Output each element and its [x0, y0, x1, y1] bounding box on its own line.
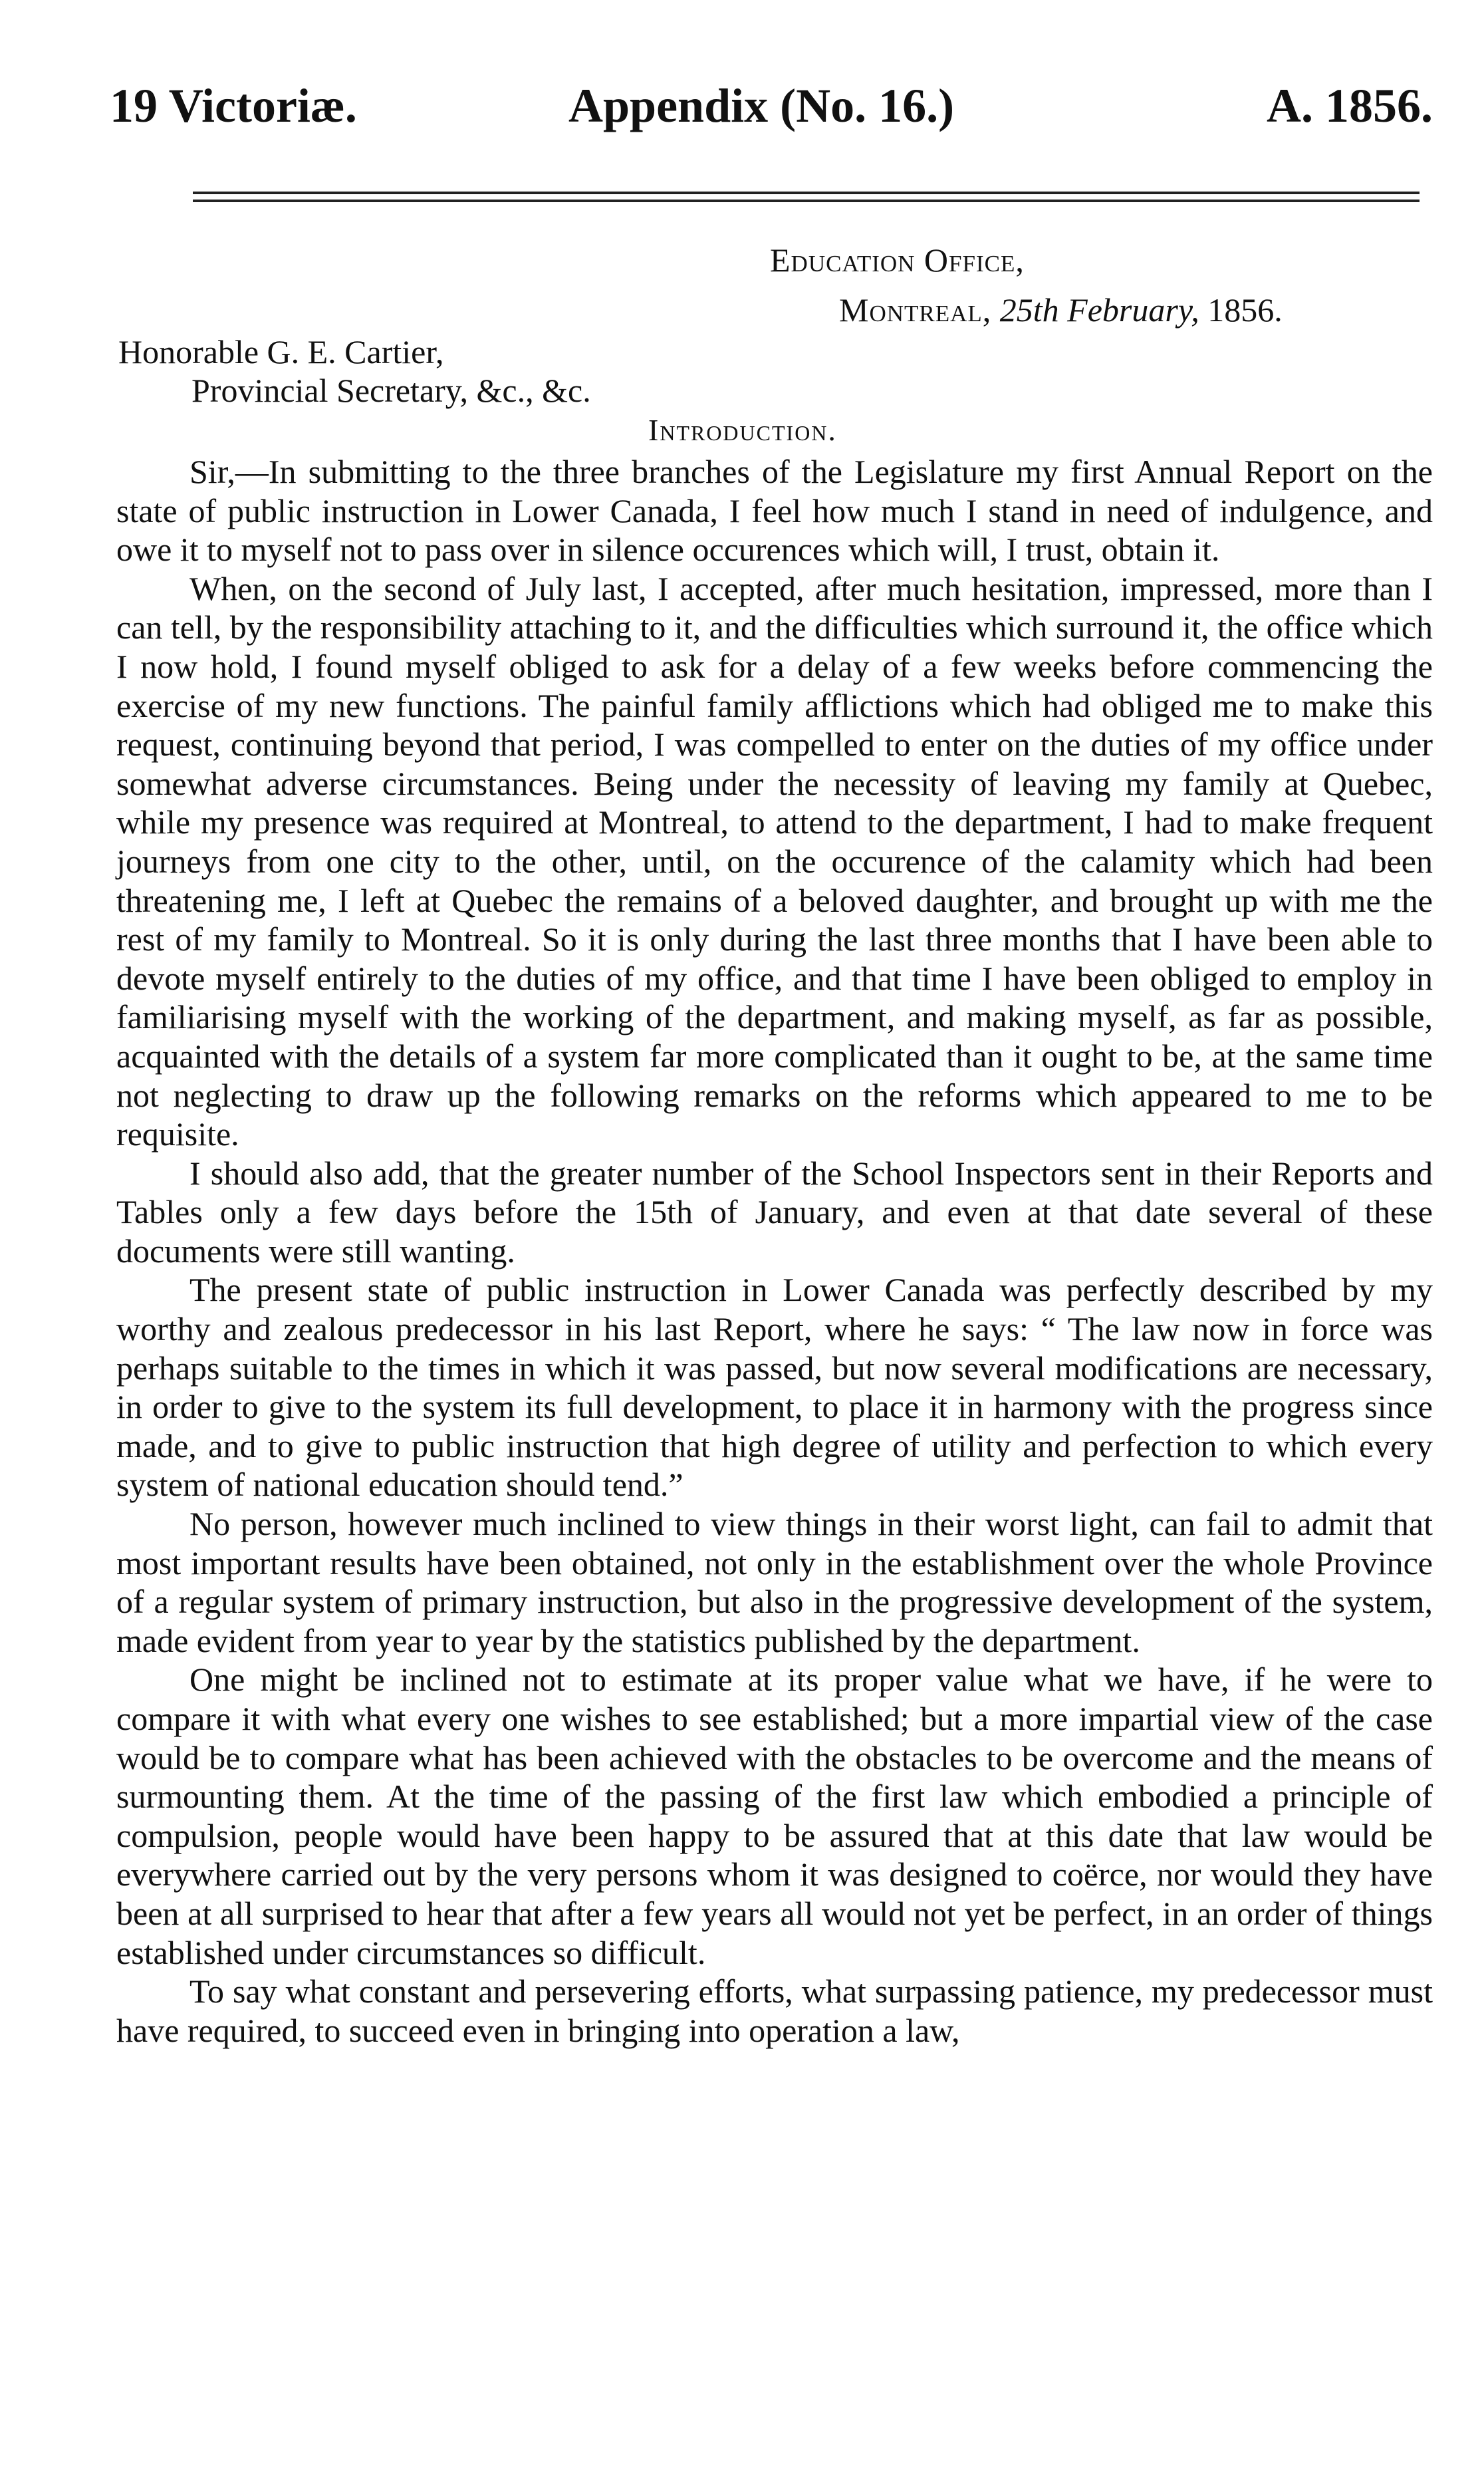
paragraph: To say what constant and persevering efforts, what surpassing patience, my predecessor must have required, to succeed even in bringing into operation a law, — [116, 1973, 1433, 2049]
sender-city: Montreal, — [839, 291, 992, 329]
header-session: 19 Victoriæ. — [110, 79, 357, 132]
paragraph: Sir,—In submitting to the three branches of the Legislature my first Annual Report on the state of public instruction in Lower Canada, I feel how much I stand in need of indulgence, and owe it to myself not to pass over in silence occurences which will, I trust, obtain it. — [116, 453, 1433, 569]
recipient-block — [118, 333, 591, 410]
letter-date: 25th February, — [999, 291, 1199, 329]
paragraph: I should also add, that the greater number of the School Inspectors sent in their Reports and Tables only a few days before the 15th of January, and even at that date several of these documents were still wanting. — [116, 1154, 1433, 1270]
sender-office: Education Office, — [770, 241, 1025, 279]
header-appendix: Appendix (No. 16.) — [568, 79, 955, 132]
sender-place-date — [839, 291, 1283, 329]
paragraph: One might be inclined not to estimate at its proper value what we have, if he were to compare it with what every one wishes to see established; but a more impartial view of the case would be to compare what has been achieved with the obstacles to be overcome and the means of surmounting them. At the time of the passing of the first law which embodied a principle of compulsion, people would have been happy to be assured that at this date that law would be everywhere carried out by the very persons whom it was designed to coërce, nor would they have been at all surprised to hear that after a few years all would not yet be perfect, in an order of things established under circumstances so difficult. — [116, 1661, 1433, 1971]
paragraph: The present state of public instruction in Lower Canada was perfectly described by my worthy and zealous predecessor in his last Report, where he says: “ The law now in force was perhaps suitable to the times in which it was passed, but now several modifications are necessary, in order to give to the system its full development, to place it in harmony with the progress since made, and to give to public instruction that high degree of utility and perfection to which every system of national education should tend.” — [116, 1271, 1433, 1504]
letter-body — [116, 452, 1433, 2050]
paragraph: When, on the second of July last, I accepted, after much hesitation, impressed, more than I can tell, by the responsibility attaching to it, and the difficulties which surround it, the office which I now hold, I found myself obliged to ask for a delay of a few weeks before commencing the exercise of my new functions. The painful family afflictions which had obliged me to make this request, continuing beyond that period, I was compelled to enter on the duties of my office under somewhat adverse circumstances. Being under the necessity of leaving my family at Quebec, while my presence was required at Montreal, to attend to the department, I had to make frequent journeys from one city to the other, until, on the occurence of the calamity which had been threatening me, I left at Quebec the remains of a beloved daughter, and brought up with me the rest of my family to Montreal. So it is only during the last three months that I have been able to devote myself entirely to the duties of my office, and that time I have been obliged to employ in familiarising myself with the working of the department, and making myself, as far as possible, acquainted with the details of a system far more complicated than it ought to be, at the same time not neglecting to draw up the following remarks on the reforms which appeared to me to be requisite. — [116, 569, 1433, 1153]
recipient-title: Provincial Secretary, &c., &c. — [191, 372, 591, 409]
recipient-name: Honorable G. E. Cartier, — [118, 333, 444, 370]
header-rule-top — [193, 192, 1420, 194]
letter-year: 1856. — [1207, 291, 1283, 329]
running-header — [110, 78, 1433, 138]
section-heading: Introduction. — [648, 413, 837, 447]
header-year: A. 1856. — [1267, 79, 1433, 132]
header-rule-bottom — [193, 200, 1420, 202]
paragraph: No person, however much inclined to view things in their worst light, can fail to admit that most important results have been obtained, not only in the establishment over the whole Province of a regular system of primary instruction, but also in the progressive development of the system, made evident from year to year by the statistics published by the department. — [116, 1505, 1433, 1659]
